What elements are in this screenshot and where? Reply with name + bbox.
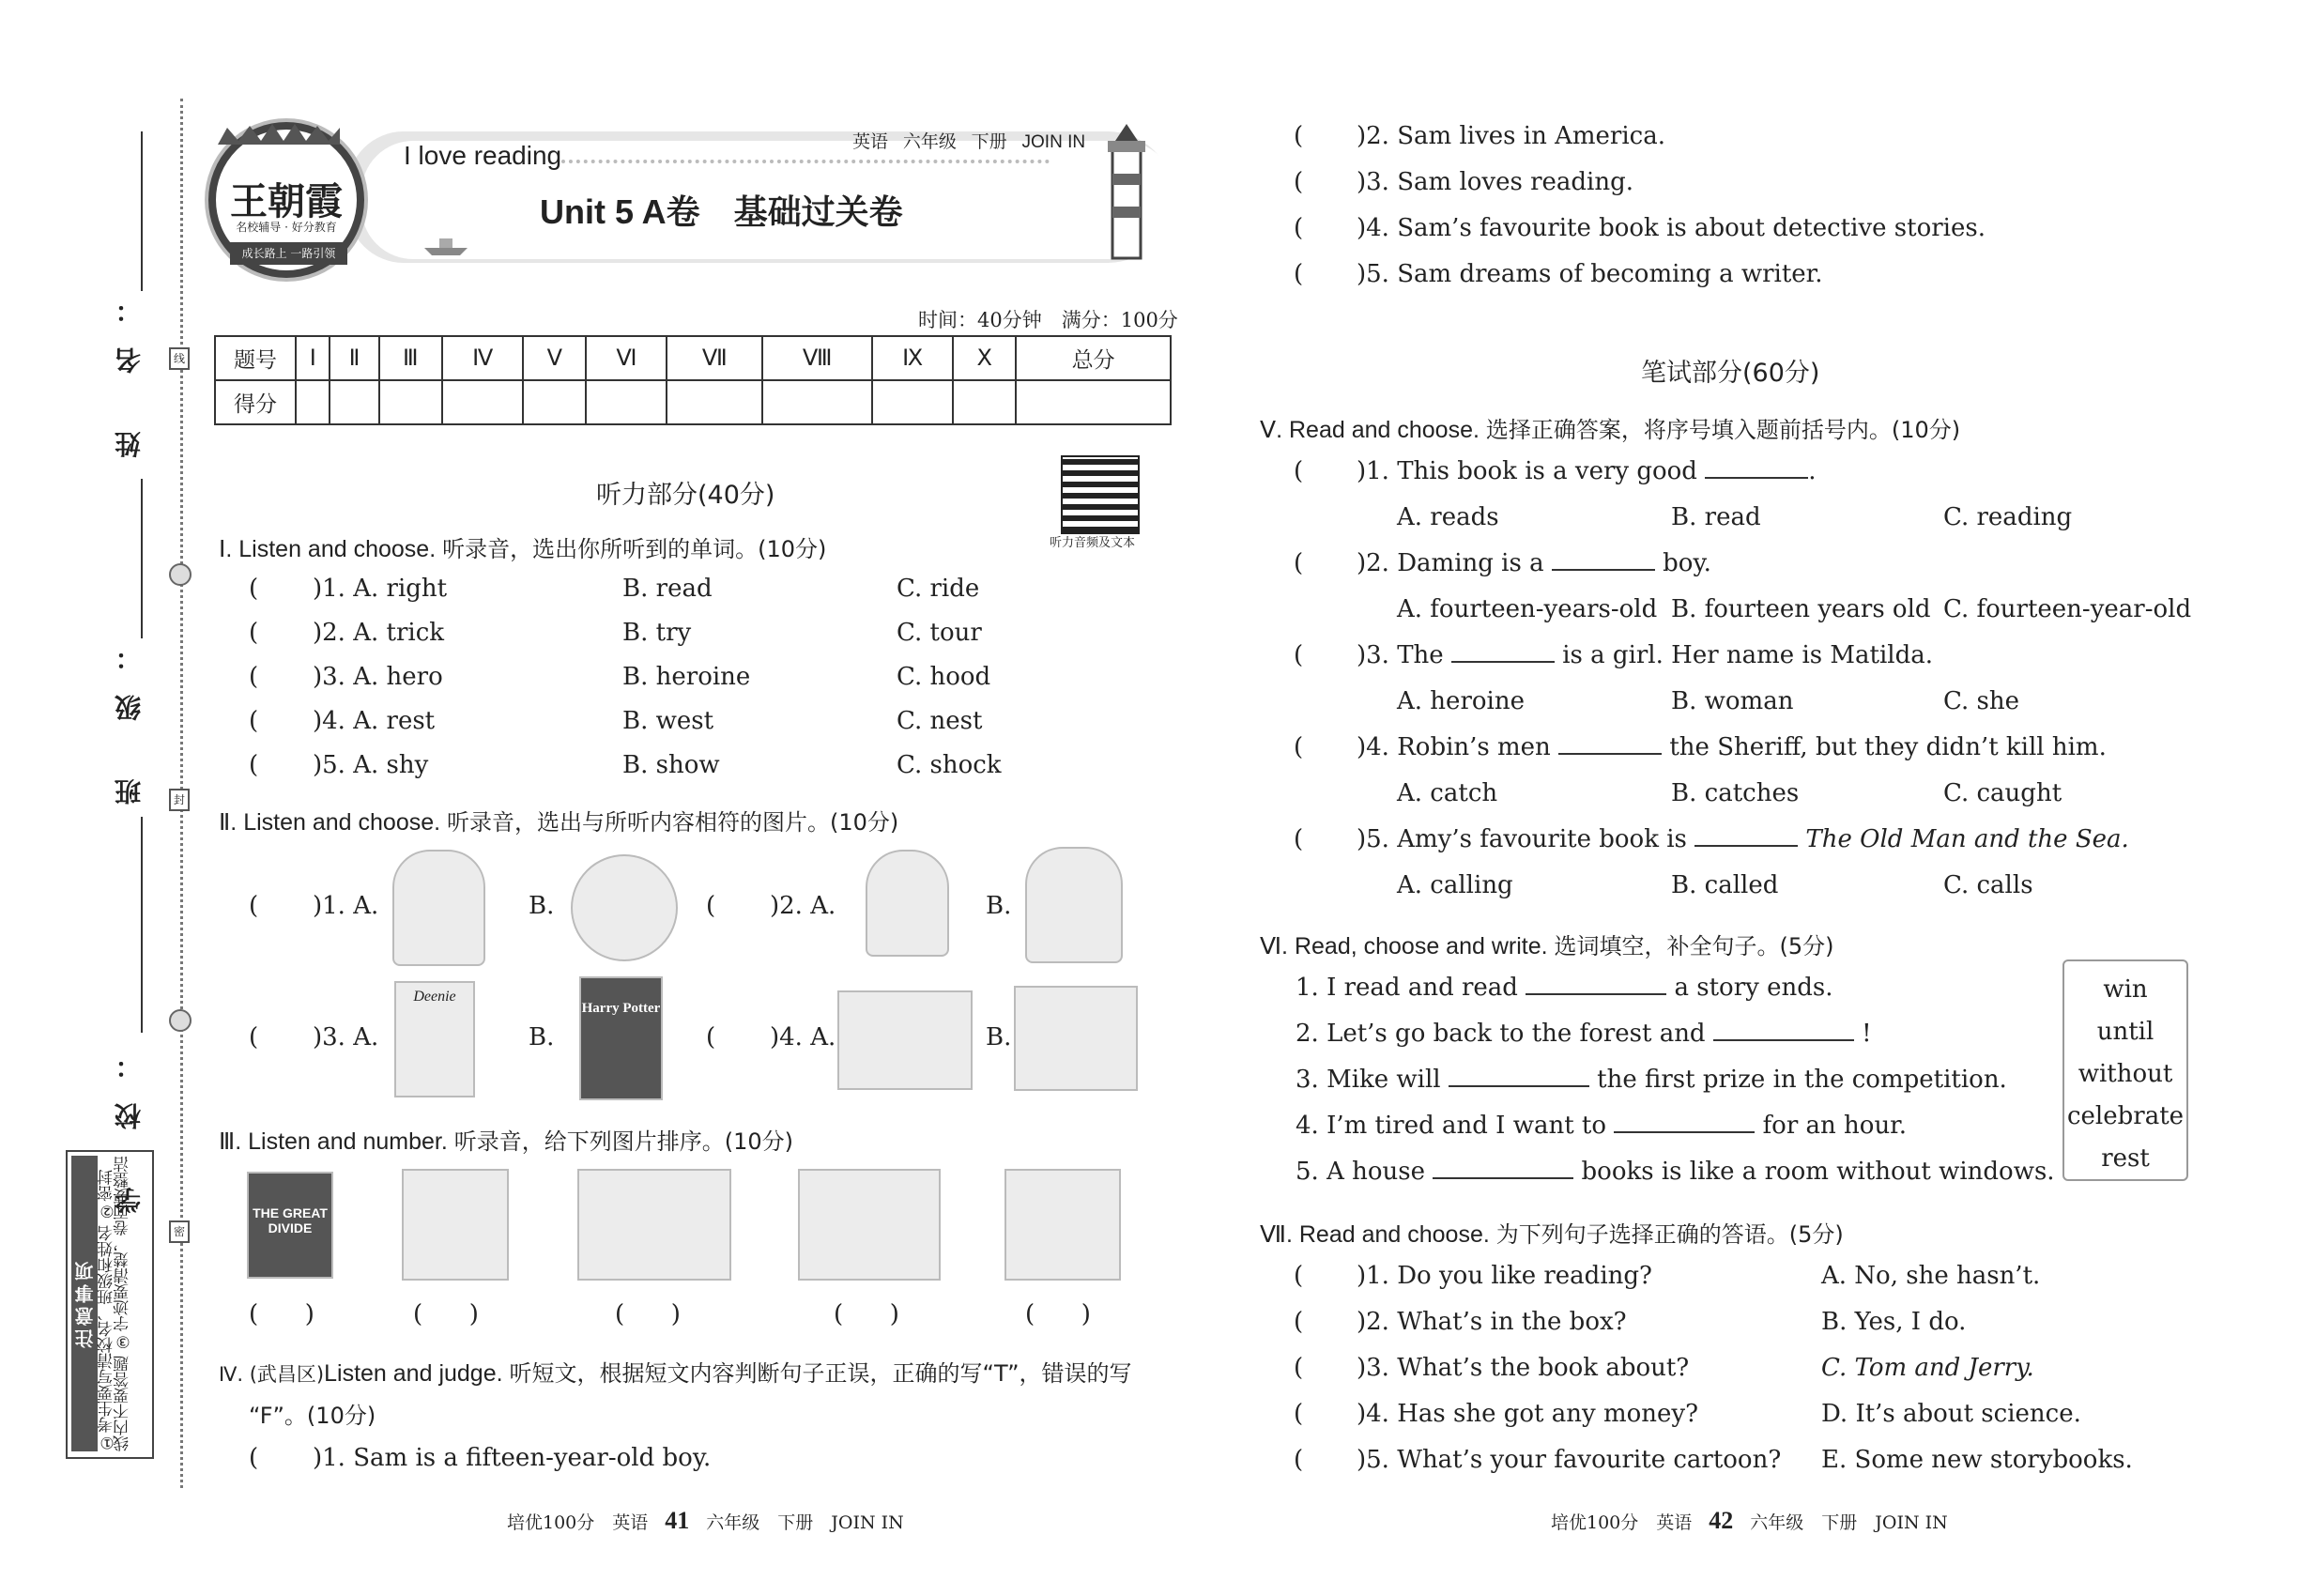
fill-sentence xyxy=(1296,974,1832,1002)
option-a: )5. A. shy xyxy=(313,751,429,779)
book-title: Deenie xyxy=(413,989,456,1005)
answer-bracket[interactable]: ( xyxy=(1294,641,1304,669)
footer-series: 培优100分 英语 xyxy=(1551,1512,1693,1533)
school-label: 学 校： xyxy=(114,1028,145,1214)
col-header: Ⅲ xyxy=(379,336,443,380)
logo-ribbon: 成长路上 一路引领 xyxy=(230,242,347,265)
comic-title: THE GREAT DIVIDE xyxy=(253,1205,328,1235)
section-4-heading xyxy=(219,1355,1132,1388)
row-label: 得分 xyxy=(215,380,296,424)
answer-bracket[interactable]: ( xyxy=(249,751,259,779)
answer-bracket[interactable]: ( xyxy=(249,1444,259,1472)
sentence-end: for an hour. xyxy=(1762,1112,1908,1140)
option-c: C. shock xyxy=(897,751,1002,779)
pirates-image xyxy=(577,1169,731,1281)
cut-tag: 封 xyxy=(169,789,190,811)
book-title: Harry Potter xyxy=(581,1001,661,1016)
score-table xyxy=(214,335,1172,425)
option-c: C. she xyxy=(1943,687,2019,715)
boat-icon xyxy=(422,235,469,257)
match-question: )4. Has she got any money? xyxy=(1357,1400,1699,1428)
archer-scene-image xyxy=(402,1169,509,1281)
section-6-cn: 选词填空，补全句子。(5分) xyxy=(1554,933,1834,959)
answer-bracket[interactable]: ( ) xyxy=(249,1300,314,1328)
section-2-head: Ⅱ. Listen and choose. xyxy=(219,809,441,836)
answer-bracket[interactable]: ( xyxy=(249,892,259,920)
forest-image xyxy=(1014,986,1138,1091)
answer-bracket[interactable]: ( ) xyxy=(413,1300,479,1328)
answer-bracket[interactable]: ( xyxy=(1294,1354,1304,1382)
option-b: B. fourteen years old xyxy=(1671,595,1931,623)
crown-icon xyxy=(218,124,340,145)
option-c: C. tour xyxy=(897,619,982,647)
answer-blank[interactable] xyxy=(1526,993,1666,995)
judge-item: )1. Sam is a fifteen-year-old boy. xyxy=(313,1444,712,1472)
option-a: A. fourteen-years-old xyxy=(1397,595,1658,623)
col-header: Ⅷ xyxy=(762,336,872,380)
score-cell[interactable] xyxy=(872,380,953,424)
section-1-heading xyxy=(219,530,826,563)
answer-bracket[interactable]: ( xyxy=(1294,214,1304,242)
option-a: A. catch xyxy=(1397,779,1498,807)
pic-option: B. xyxy=(529,892,555,920)
lighthouse-icon xyxy=(1089,122,1164,263)
question-end: The Old Man and the Sea. xyxy=(1805,825,2129,853)
pic-option: B. xyxy=(529,1023,555,1051)
notice-box xyxy=(66,1150,154,1459)
score-cell[interactable] xyxy=(296,380,330,424)
sentence-end: ! xyxy=(1862,1020,1872,1048)
answer-bracket[interactable]: ( xyxy=(1294,825,1304,853)
section-1-cn: 听录音，选出你所听到的单词。(10分) xyxy=(442,536,827,562)
match-answer: D. It’s about science. xyxy=(1821,1400,2081,1428)
score-cell[interactable] xyxy=(1016,380,1171,424)
answer-bracket[interactable]: ( xyxy=(1294,1400,1304,1428)
page-number: 42 xyxy=(1709,1507,1734,1534)
word-bank-item: rest xyxy=(2101,1144,2150,1173)
col-header: Ⅸ xyxy=(872,336,953,380)
mc-question xyxy=(1357,825,2129,853)
col-header: Ⅹ xyxy=(953,336,1016,380)
option-b: B. show xyxy=(622,751,720,779)
answer-bracket[interactable]: ( xyxy=(249,619,259,647)
answer-bracket[interactable]: ( xyxy=(1294,168,1304,196)
sentence-start: 1. I read and read xyxy=(1296,974,1518,1002)
score-cell[interactable] xyxy=(330,380,378,424)
mc-question xyxy=(1357,641,1933,669)
section-4-cn2: “F”。(10分) xyxy=(249,1403,376,1429)
col-header: Ⅰ xyxy=(296,336,330,380)
judge-item: )3. Sam loves reading. xyxy=(1357,168,1634,196)
answer-bracket[interactable]: ( xyxy=(1294,549,1304,577)
answer-blank[interactable] xyxy=(1705,477,1808,479)
score-cell[interactable] xyxy=(667,380,762,424)
answer-blank[interactable] xyxy=(1449,1085,1589,1087)
score-cell[interactable] xyxy=(523,380,586,424)
word-bank-item: win xyxy=(2103,975,2148,1004)
answer-bracket[interactable]: ( xyxy=(1294,1446,1304,1474)
answer-blank[interactable] xyxy=(1558,753,1662,755)
notice-items: ①考生要写清校名、班级和姓名 ②密封线内不要答题 ③字迹要清楚，卷面要整洁 xyxy=(98,1156,132,1451)
kicker-dots xyxy=(561,160,1050,163)
option-b: B. read xyxy=(1671,503,1761,531)
section-4-head: Listen and judge. xyxy=(324,1360,503,1387)
answer-bracket[interactable]: ( xyxy=(249,1023,259,1051)
question-end: . xyxy=(1808,457,1817,485)
mc-question xyxy=(1357,733,2107,761)
answer-bracket[interactable]: ( ) xyxy=(1025,1300,1091,1328)
section-7-heading xyxy=(1260,1216,1844,1249)
name-field[interactable] xyxy=(141,131,143,291)
question-text: )2. Daming is a xyxy=(1357,549,1544,577)
match-answer: E. Some new storybooks. xyxy=(1821,1446,2133,1474)
pic-option: )4. A. xyxy=(770,1023,836,1051)
score-cell[interactable] xyxy=(762,380,872,424)
sentence-start: 2. Let’s go back to the forest and xyxy=(1296,1020,1706,1048)
option-c: C. ride xyxy=(897,575,980,603)
comic-cover-image xyxy=(247,1172,333,1279)
answer-bracket[interactable]: ( xyxy=(706,1023,716,1051)
sentence-end: books is like a room without windows. xyxy=(1581,1158,2055,1186)
option-a: )4. A. rest xyxy=(313,707,436,735)
section-1-head: Ⅰ. Listen and choose. xyxy=(219,536,437,562)
notice-title: 注意事项 xyxy=(71,1156,98,1451)
mc-question xyxy=(1357,549,1711,577)
archer-image xyxy=(837,990,973,1090)
section-5-head: Ⅴ. Read and choose. xyxy=(1260,417,1480,443)
option-b: B. read xyxy=(622,575,713,603)
sentence-end: a story ends. xyxy=(1674,974,1833,1002)
answer-blank[interactable] xyxy=(1552,569,1655,571)
option-a: A. reads xyxy=(1397,503,1499,531)
option-b: B. called xyxy=(1671,871,1779,899)
col-header: Ⅶ xyxy=(667,336,762,380)
sentence-start: 4. I’m tired and I want to xyxy=(1296,1112,1607,1140)
brand-name: 王朝霞 xyxy=(230,179,343,223)
question-text: )5. Amy’s favourite book is xyxy=(1357,825,1687,853)
mc-question xyxy=(1357,457,1816,485)
fill-sentence xyxy=(1296,1158,2055,1186)
boy-reading-image xyxy=(866,850,949,957)
section-4-region: Ⅳ. (武昌区) xyxy=(219,1363,325,1386)
pic-option: )2. A. xyxy=(770,892,836,920)
section-3-heading xyxy=(219,1123,793,1156)
footer-grade: 六年级 下册 JOIN IN xyxy=(706,1512,904,1533)
answer-blank[interactable] xyxy=(1614,1131,1755,1133)
score-cell[interactable] xyxy=(953,380,1016,424)
page-title: Unit 5 A卷 基础过关卷 xyxy=(540,192,903,231)
match-answer: A. No, she hasn’t. xyxy=(1821,1262,2041,1290)
section-3-head: Ⅲ. Listen and number. xyxy=(219,1128,448,1155)
question-end: boy. xyxy=(1663,549,1711,577)
section-6-head: Ⅵ. Read, choose and write. xyxy=(1260,933,1548,959)
sentence-start: 3. Mike will xyxy=(1296,1066,1441,1094)
answer-bracket[interactable]: ( xyxy=(1294,1308,1304,1336)
row-label: 题号 xyxy=(215,336,296,380)
option-c: C. fourteen-year-old xyxy=(1943,595,2192,623)
option-b: B. heroine xyxy=(622,663,751,691)
answer-blank[interactable] xyxy=(1694,845,1798,847)
section-5-heading xyxy=(1260,411,1960,444)
score-cell[interactable] xyxy=(442,380,523,424)
match-question: )2. What’s in the box? xyxy=(1357,1308,1627,1336)
boy-football-image xyxy=(1025,847,1123,963)
word-bank xyxy=(2062,959,2188,1181)
answer-bracket[interactable]: ( ) xyxy=(834,1300,899,1328)
kicker: I love reading xyxy=(404,141,562,170)
total-header: 总分 xyxy=(1016,336,1171,380)
qr-code[interactable] xyxy=(1061,455,1140,534)
robot-image xyxy=(392,850,485,966)
section-2-heading xyxy=(219,804,898,836)
match-answer: B. Yes, I do. xyxy=(1821,1308,1967,1336)
section-3-cn: 听录音，给下列图片排序。(10分) xyxy=(453,1128,793,1155)
section-5-cn: 选择正确答案，将序号填入题前括号内。(10分) xyxy=(1485,417,1961,443)
section-7-head: Ⅶ. Read and choose. xyxy=(1260,1221,1490,1248)
option-b: B. try xyxy=(622,619,692,647)
judge-item: )4. Sam’s favourite book is about detective stories. xyxy=(1357,214,1986,242)
option-b: B. catches xyxy=(1671,779,1800,807)
answer-bracket[interactable]: ( xyxy=(1294,260,1304,288)
binding-hole xyxy=(169,563,192,586)
section-4-cn: 听短文，根据短文内容判断句子正误，正确的写“T”，错误的写 xyxy=(509,1360,1132,1387)
score-cell[interactable] xyxy=(379,380,443,424)
writing-title: 笔试部分(60分) xyxy=(1641,359,1820,388)
word-bank-item: without xyxy=(2078,1060,2173,1088)
pic-option: )1. A. xyxy=(313,892,379,920)
col-header: Ⅴ xyxy=(523,336,586,380)
match-question: )3. What’s the book about? xyxy=(1357,1354,1690,1382)
question-text: )4. Robin’s men xyxy=(1357,733,1551,761)
footer-grade: 六年级 下册 JOIN IN xyxy=(1750,1512,1948,1533)
book-cover-image xyxy=(394,981,475,1097)
time-info: 时间：40分钟 满分：100分 xyxy=(918,309,1178,331)
book-cover-image xyxy=(579,976,663,1100)
match-question: )5. What’s your favourite cartoon? xyxy=(1357,1446,1782,1474)
cut-tag: 密 xyxy=(169,1220,190,1243)
footer-right xyxy=(1551,1507,1948,1535)
series-meta: 英语 六年级 下册 JOIN IN xyxy=(852,132,1086,152)
judge-item: )5. Sam dreams of becoming a writer. xyxy=(1357,260,1823,288)
sentence-start: 5. A house xyxy=(1296,1158,1425,1186)
section-6-heading xyxy=(1260,928,1834,960)
answer-bracket[interactable]: ( xyxy=(249,663,259,691)
pic-option: B. xyxy=(986,1023,1012,1051)
col-header: Ⅱ xyxy=(330,336,378,380)
class-field[interactable] xyxy=(141,479,143,638)
spiderman-image xyxy=(1004,1169,1121,1281)
page-number: 41 xyxy=(665,1507,690,1534)
col-header: Ⅵ xyxy=(586,336,667,380)
pic-option: B. xyxy=(986,892,1012,920)
answer-blank[interactable] xyxy=(1451,661,1555,663)
section-4-cn-cont xyxy=(249,1397,376,1430)
option-b: B. west xyxy=(622,707,714,735)
section-7-cn: 为下列句子选择正确的答语。(5分) xyxy=(1495,1221,1844,1248)
answer-bracket[interactable]: ( xyxy=(249,707,259,735)
class-label: 班 级： xyxy=(114,620,145,806)
option-c: C. nest xyxy=(897,707,983,735)
option-a: A. calling xyxy=(1397,871,1513,899)
footer-left xyxy=(507,1507,904,1535)
binding-hole xyxy=(169,1009,192,1032)
name-label: 姓 名： xyxy=(114,272,145,458)
section-2-cn: 听录音，选出与所听内容相符的图片。(10分) xyxy=(447,809,899,836)
match-answer: C. Tom and Jerry. xyxy=(1821,1354,2034,1382)
fill-sentence xyxy=(1296,1112,1907,1140)
fill-sentence xyxy=(1296,1066,2007,1094)
footer-series: 培优100分 英语 xyxy=(507,1512,649,1533)
answer-bracket[interactable]: ( xyxy=(249,575,259,603)
option-a: )1. A. right xyxy=(313,575,448,603)
word-bank-item: until xyxy=(2096,1018,2154,1046)
option-a: A. heroine xyxy=(1397,687,1525,715)
option-a: )3. A. hero xyxy=(313,663,443,691)
answer-bracket[interactable]: ( xyxy=(1294,457,1304,485)
option-c: C. hood xyxy=(897,663,991,691)
answer-bracket[interactable]: ( xyxy=(1294,733,1304,761)
answer-bracket[interactable]: ( xyxy=(1294,122,1304,150)
question-text: )1. This book is a very good xyxy=(1357,457,1697,485)
option-b: B. woman xyxy=(1671,687,1794,715)
brand-subtitle: 名校辅导 · 好分教育 xyxy=(236,221,337,234)
question-text: )3. The xyxy=(1357,641,1444,669)
qr-caption: 听力音频及文本 xyxy=(1050,536,1136,550)
pic-option: )3. A. xyxy=(313,1023,379,1051)
listening-title: 听力部分(40分) xyxy=(596,481,775,510)
judge-item: )2. Sam lives in America. xyxy=(1357,122,1665,150)
col-header: Ⅳ xyxy=(442,336,523,380)
match-question: )1. Do you like reading? xyxy=(1357,1262,1652,1290)
answer-blank[interactable] xyxy=(1433,1177,1573,1179)
answer-blank[interactable] xyxy=(1713,1039,1854,1041)
sentence-end: the first prize in the competition. xyxy=(1597,1066,2007,1094)
answer-bracket[interactable]: ( xyxy=(706,892,716,920)
girl-reading-image xyxy=(798,1169,941,1281)
school-field[interactable] xyxy=(141,817,143,1033)
fill-sentence xyxy=(1296,1020,1872,1048)
option-c: C. calls xyxy=(1943,871,2033,899)
cut-tag: 线 xyxy=(169,347,190,370)
score-cell[interactable] xyxy=(586,380,667,424)
option-c: C. caught xyxy=(1943,779,2062,807)
word-bank-item: celebrate xyxy=(2066,1102,2185,1130)
superhero-image xyxy=(571,854,678,961)
question-end: the Sheriff, but they didn’t kill him. xyxy=(1669,733,2107,761)
answer-bracket[interactable]: ( xyxy=(1294,1262,1304,1290)
option-a: )2. A. trick xyxy=(313,619,445,647)
question-end: is a girl. Her name is Matilda. xyxy=(1562,641,1933,669)
answer-bracket[interactable]: ( ) xyxy=(615,1300,681,1328)
option-c: C. reading xyxy=(1943,503,2073,531)
